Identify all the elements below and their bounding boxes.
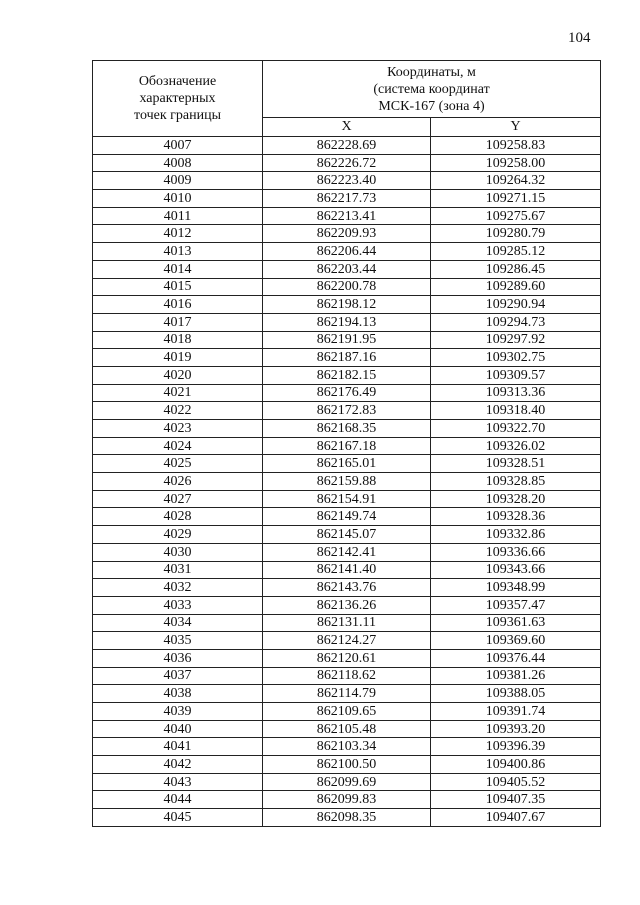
table-row	[93, 207, 601, 225]
y-cell: 109393.20	[431, 720, 601, 738]
y-cell: 109357.47	[431, 596, 601, 614]
table-row	[93, 596, 601, 614]
y-cell: 109286.45	[431, 260, 601, 278]
header-line: (система координат	[373, 81, 490, 97]
x-cell: 862182.15	[263, 366, 431, 384]
table-row	[93, 331, 601, 349]
y-cell: 109400.86	[431, 756, 601, 774]
y-cell: 109285.12	[431, 243, 601, 261]
table-row	[93, 649, 601, 667]
point-id-cell: 4011	[93, 207, 263, 225]
table-row	[93, 632, 601, 650]
x-cell: 862198.12	[263, 296, 431, 314]
table-row	[93, 526, 601, 544]
y-cell: 109407.35	[431, 791, 601, 809]
table-row	[93, 614, 601, 632]
table-row	[93, 561, 601, 579]
x-cell: 862200.78	[263, 278, 431, 296]
y-cell: 109271.15	[431, 190, 601, 208]
table-row	[93, 313, 601, 331]
y-cell: 109290.94	[431, 296, 601, 314]
point-id-cell: 4024	[93, 437, 263, 455]
x-cell: 862165.01	[263, 455, 431, 473]
point-id-cell: 4007	[93, 137, 263, 155]
x-cell: 862213.41	[263, 207, 431, 225]
table-row	[93, 154, 601, 172]
header-line: МСК-167 (зона 4)	[378, 98, 485, 114]
y-cell: 109258.00	[431, 154, 601, 172]
x-cell: 862142.41	[263, 543, 431, 561]
point-id-cell: 4027	[93, 490, 263, 508]
point-id-cell: 4029	[93, 526, 263, 544]
y-cell: 109328.20	[431, 490, 601, 508]
y-cell: 109332.86	[431, 526, 601, 544]
point-id-cell: 4013	[93, 243, 263, 261]
x-cell: 862136.26	[263, 596, 431, 614]
y-cell: 109322.70	[431, 420, 601, 438]
point-id-cell: 4031	[93, 561, 263, 579]
x-cell: 862131.11	[263, 614, 431, 632]
x-cell: 862141.40	[263, 561, 431, 579]
point-id-cell: 4010	[93, 190, 263, 208]
x-cell: 862114.79	[263, 685, 431, 703]
point-designation-header	[93, 61, 263, 137]
y-cell: 109407.67	[431, 809, 601, 827]
point-id-cell: 4038	[93, 685, 263, 703]
x-cell: 862099.69	[263, 773, 431, 791]
point-id-cell: 4043	[93, 773, 263, 791]
y-cell: 109336.66	[431, 543, 601, 561]
point-id-cell: 4016	[93, 296, 263, 314]
y-cell: 109328.85	[431, 473, 601, 491]
point-id-cell: 4040	[93, 720, 263, 738]
table-row	[93, 190, 601, 208]
table-row	[93, 402, 601, 420]
point-id-cell: 4008	[93, 154, 263, 172]
table-row	[93, 685, 601, 703]
x-cell: 862203.44	[263, 260, 431, 278]
x-cell: 862145.07	[263, 526, 431, 544]
x-cell: 862105.48	[263, 720, 431, 738]
point-id-cell: 4042	[93, 756, 263, 774]
table-row	[93, 243, 601, 261]
table-row	[93, 366, 601, 384]
table-row	[93, 773, 601, 791]
table-row	[93, 172, 601, 190]
x-cell: 862124.27	[263, 632, 431, 650]
x-cell: 862217.73	[263, 190, 431, 208]
y-cell: 109328.51	[431, 455, 601, 473]
x-cell: 862098.35	[263, 809, 431, 827]
table-row	[93, 296, 601, 314]
table-row	[93, 508, 601, 526]
x-cell: 862099.83	[263, 791, 431, 809]
table-row	[93, 225, 601, 243]
y-cell: 109326.02	[431, 437, 601, 455]
table-row	[93, 703, 601, 721]
table-row	[93, 720, 601, 738]
point-id-cell: 4044	[93, 791, 263, 809]
point-id-cell: 4026	[93, 473, 263, 491]
table-row	[93, 437, 601, 455]
x-cell: 862167.18	[263, 437, 431, 455]
point-id-cell: 4025	[93, 455, 263, 473]
point-id-cell: 4041	[93, 738, 263, 756]
x-cell: 862168.35	[263, 420, 431, 438]
x-cell: 862228.69	[263, 137, 431, 155]
table-row	[93, 667, 601, 685]
point-id-cell: 4045	[93, 809, 263, 827]
table-row	[93, 349, 601, 367]
x-cell: 862194.13	[263, 313, 431, 331]
point-id-cell: 4023	[93, 420, 263, 438]
y-cell: 109376.44	[431, 649, 601, 667]
table-row	[93, 473, 601, 491]
table-row	[93, 137, 601, 155]
y-cell: 109328.36	[431, 508, 601, 526]
y-cell: 109405.52	[431, 773, 601, 791]
point-id-cell: 4034	[93, 614, 263, 632]
x-cell: 862223.40	[263, 172, 431, 190]
x-cell: 862120.61	[263, 649, 431, 667]
table-row	[93, 543, 601, 561]
table-row	[93, 738, 601, 756]
x-cell: 862159.88	[263, 473, 431, 491]
table-row	[93, 579, 601, 597]
point-id-cell: 4028	[93, 508, 263, 526]
point-id-cell: 4035	[93, 632, 263, 650]
point-id-cell: 4032	[93, 579, 263, 597]
table-row	[93, 260, 601, 278]
x-cell: 862191.95	[263, 331, 431, 349]
x-cell: 862209.93	[263, 225, 431, 243]
y-cell: 109348.99	[431, 579, 601, 597]
point-id-cell: 4015	[93, 278, 263, 296]
table-row	[93, 455, 601, 473]
y-cell: 109289.60	[431, 278, 601, 296]
table-row	[93, 490, 601, 508]
y-cell: 109275.67	[431, 207, 601, 225]
y-cell: 109361.63	[431, 614, 601, 632]
x-cell: 862187.16	[263, 349, 431, 367]
header-line: точек границы	[134, 108, 221, 123]
y-cell: 109258.83	[431, 137, 601, 155]
x-cell: 862109.65	[263, 703, 431, 721]
point-id-cell: 4019	[93, 349, 263, 367]
coordinates-header	[263, 61, 601, 118]
y-cell: 109294.73	[431, 313, 601, 331]
y-cell: 109369.60	[431, 632, 601, 650]
x-cell: 862172.83	[263, 402, 431, 420]
y-header: Y	[431, 118, 601, 137]
x-cell: 862149.74	[263, 508, 431, 526]
x-cell: 862176.49	[263, 384, 431, 402]
point-id-cell: 4014	[93, 260, 263, 278]
table-row	[93, 420, 601, 438]
x-cell: 862226.72	[263, 154, 431, 172]
y-cell: 109302.75	[431, 349, 601, 367]
x-cell: 862103.34	[263, 738, 431, 756]
y-cell: 109391.74	[431, 703, 601, 721]
y-cell: 109318.40	[431, 402, 601, 420]
table-row	[93, 791, 601, 809]
point-id-cell: 4033	[93, 596, 263, 614]
x-header: X	[263, 118, 431, 137]
point-id-cell: 4021	[93, 384, 263, 402]
point-id-cell: 4017	[93, 313, 263, 331]
y-cell: 109280.79	[431, 225, 601, 243]
point-id-cell: 4009	[93, 172, 263, 190]
coordinates-table	[92, 60, 601, 827]
y-cell: 109264.32	[431, 172, 601, 190]
header-line: характерных	[139, 91, 216, 106]
header-line: Обозначение	[138, 74, 217, 89]
table-row	[93, 278, 601, 296]
page-number: 104	[568, 30, 591, 46]
y-cell: 109343.66	[431, 561, 601, 579]
x-cell: 862143.76	[263, 579, 431, 597]
point-id-cell: 4037	[93, 667, 263, 685]
y-cell: 109309.57	[431, 366, 601, 384]
x-cell: 862100.50	[263, 756, 431, 774]
point-id-cell: 4012	[93, 225, 263, 243]
x-cell: 862118.62	[263, 667, 431, 685]
table-body	[93, 137, 601, 827]
point-id-cell: 4030	[93, 543, 263, 561]
point-id-cell: 4022	[93, 402, 263, 420]
x-cell: 862206.44	[263, 243, 431, 261]
point-id-cell: 4018	[93, 331, 263, 349]
header-line: Координаты, м	[387, 64, 476, 80]
y-cell: 109313.36	[431, 384, 601, 402]
point-id-cell: 4036	[93, 649, 263, 667]
y-cell: 109388.05	[431, 685, 601, 703]
table-row	[93, 384, 601, 402]
y-cell: 109381.26	[431, 667, 601, 685]
y-cell: 109396.39	[431, 738, 601, 756]
y-cell: 109297.92	[431, 331, 601, 349]
point-id-cell: 4020	[93, 366, 263, 384]
x-cell: 862154.91	[263, 490, 431, 508]
table-row	[93, 809, 601, 827]
table-row	[93, 756, 601, 774]
point-id-cell: 4039	[93, 703, 263, 721]
